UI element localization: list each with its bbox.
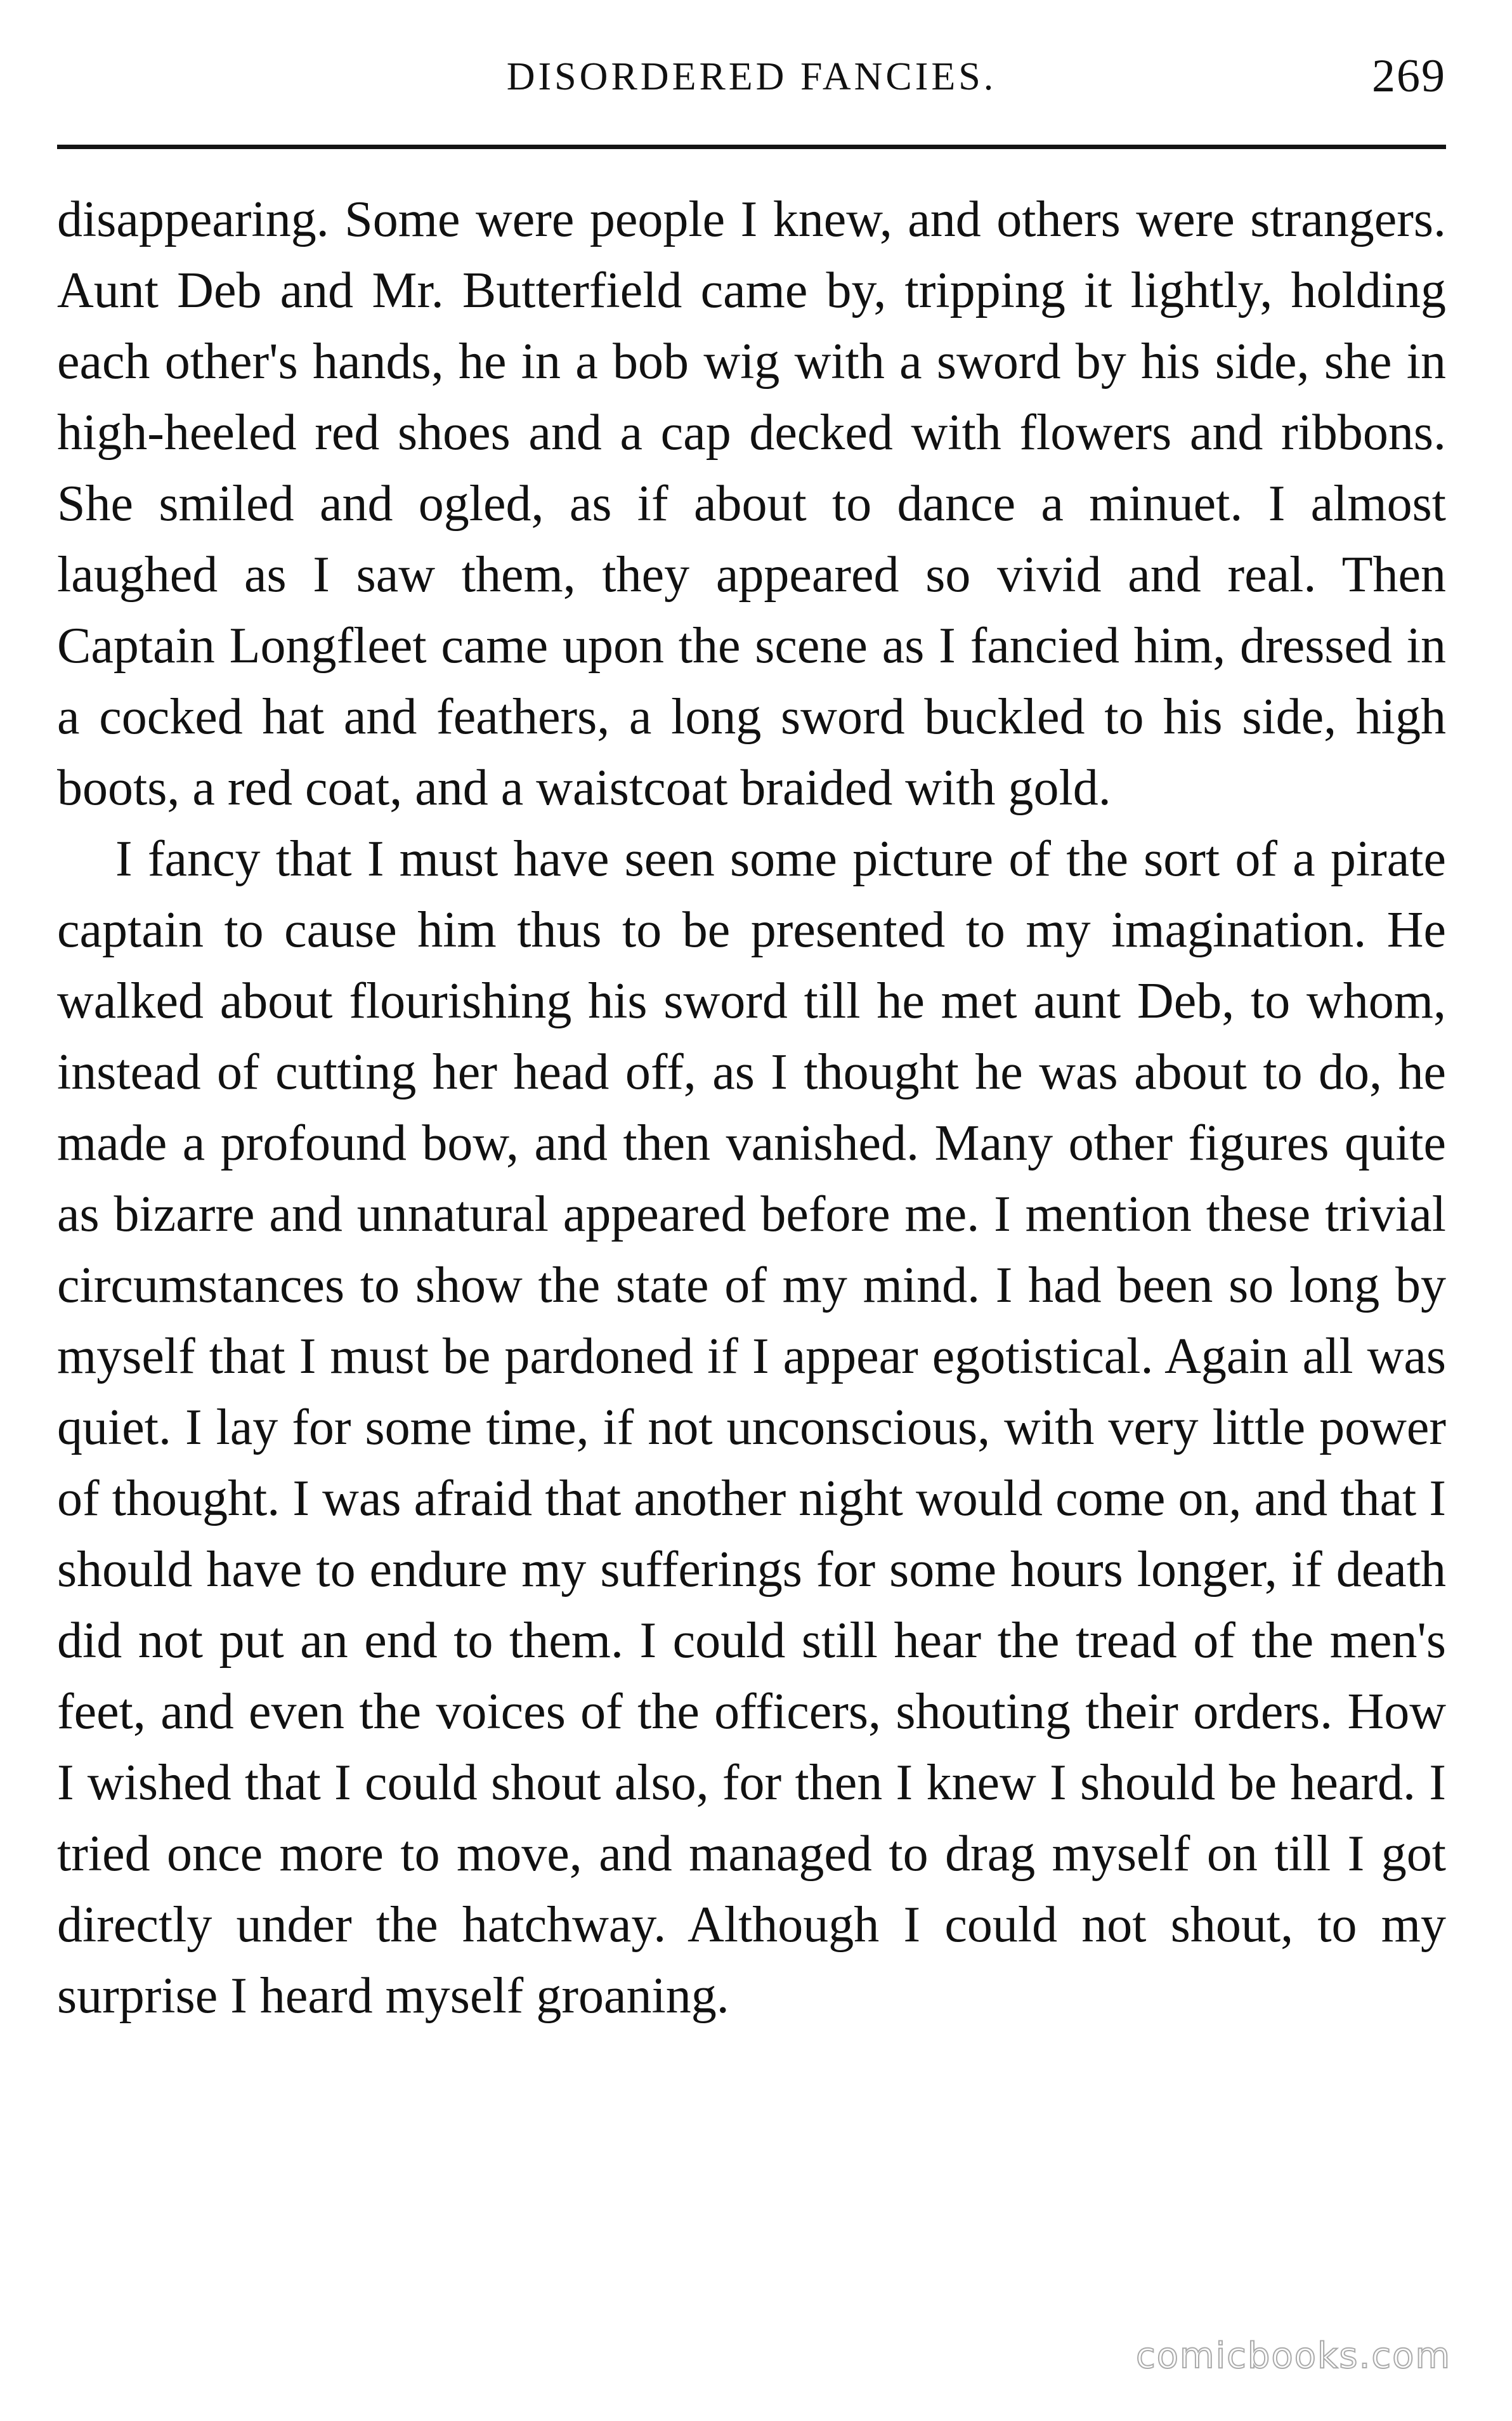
running-title: DISORDERED FANCIES. <box>506 55 997 98</box>
watermark: comicbooks.com <box>1135 2335 1451 2377</box>
body-text <box>57 184 1446 2031</box>
paragraph: I fancy that I must have seen some picture of the sort of a pirate captain to cause him thus to be presented to my imagination. He walked about flourishing his sword till he met aunt Deb, to whom, instead of cutting her head off, as I thought he was about to do, he made a profound bow, and then vanished. Many other figures quite as bizarre and unnatural appeared before me. I mention these trivial circumstances to show the state of my mind. I had been so long by myself that I must be pardoned if I appear egotistical. Again all was quiet. I lay for some time, if not unconscious, with very little power of thought. I was afraid that another night would come on, and that I should have to endure my sufferings for some hours longer, if death did not put an end to them. I could still hear the tread of the men's feet, and even the voices of the officers, shouting their orders. How I wished that I could shout also, for then I knew I should be heard. I tried once more to move, and managed to drag myself on till I got directly under the hatchway. Although I could not shout, to my surprise I heard myself groaning. <box>57 831 1446 2024</box>
paragraph-continuation: disappearing. Some were people I knew, and others were strangers. Aunt Deb and Mr. Butterfield came by, tripping it lightly, holding each other's hands, he in a bob wig with a sword by his side, she in high-heeled red shoes and a cap decked with flowers and ribbons. She smiled and ogled, as if about to dance a minuet. I almost laughed as I saw them, they appeared so vivid and real. Then Captain Longfleet came upon the scene as I fancied him, dressed in a cocked hat and feathers, a long sword buckled to his side, high boots, a red coat, and a waistcoat braided with gold. <box>57 192 1446 816</box>
header-rule <box>57 145 1446 149</box>
page-number: 269 <box>1372 50 1446 102</box>
running-head <box>57 38 1446 114</box>
